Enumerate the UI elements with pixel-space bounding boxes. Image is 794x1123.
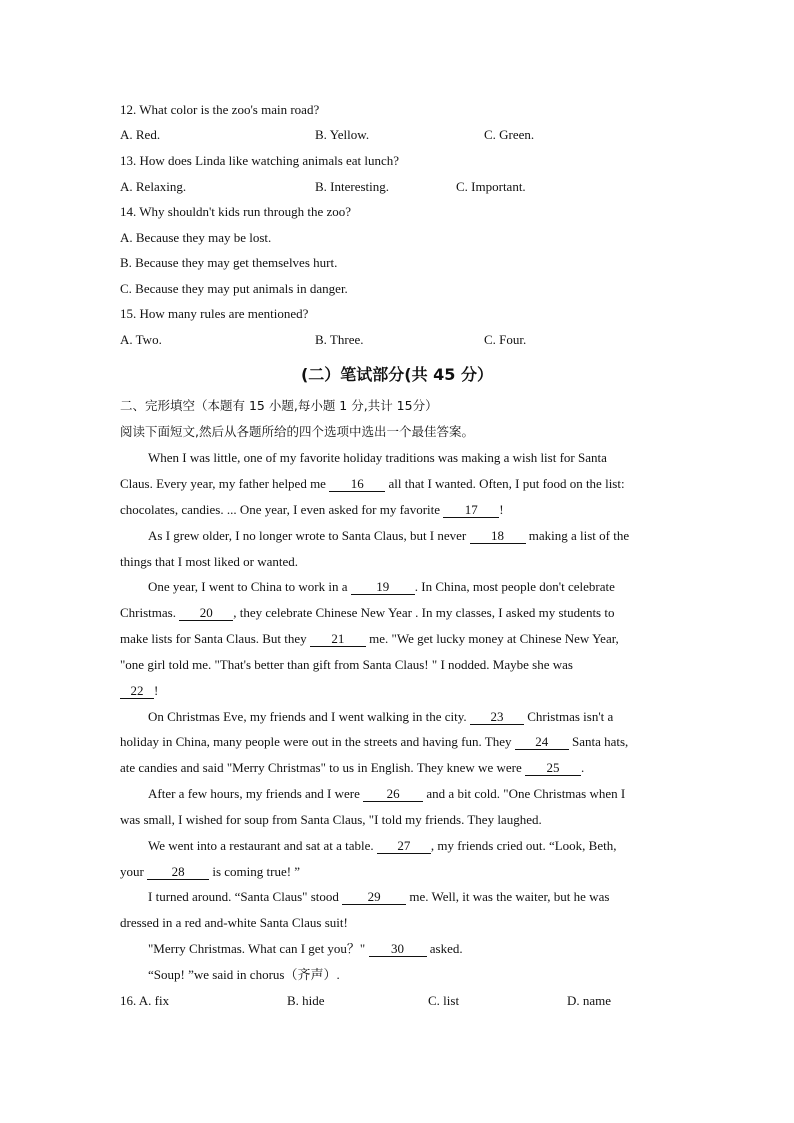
passage-text: asked. — [426, 941, 463, 956]
passage-line — [120, 631, 674, 647]
q16-option-d: D. name — [567, 993, 612, 1008]
q15-option-c: C. Four. — [484, 332, 527, 347]
passage-text: We went into a restaurant and sat at a table. — [148, 838, 377, 853]
passage-text: I turned around. “Santa Claus" stood — [148, 889, 343, 904]
passage-line — [120, 476, 674, 492]
blank-28: 28 — [147, 865, 209, 880]
passage-text: One year, I went to China to work in a — [148, 579, 351, 594]
blank-30: 30 — [369, 942, 427, 957]
passage-text: ate candies and said "Merry Christmas" to us in English. They knew we were — [120, 760, 525, 775]
passage-text: make lists for Santa Claus. But they — [120, 631, 310, 646]
q12-option-c: C. Green. — [484, 127, 535, 142]
passage-line — [148, 709, 674, 725]
passage-text: , my friends cried out. “Look, Beth, — [430, 838, 617, 853]
q15-option-a: A. Two. — [120, 332, 162, 347]
blank-16: 16 — [329, 477, 385, 492]
passage-text: Christmas. — [120, 605, 180, 620]
passage-line — [148, 786, 674, 802]
blank-18: 18 — [470, 529, 526, 544]
passage-line — [148, 889, 674, 905]
passage-line — [120, 734, 674, 750]
passage-text: On Christmas Eve, my friends and I went walking in the city. — [148, 709, 470, 724]
blank-21: 21 — [310, 632, 366, 647]
passage-text: , they celebrate Chinese New Year . In my classes, I asked my students to — [233, 605, 615, 620]
passage-line: dressed in a red and-white Santa Claus suit! — [120, 915, 348, 930]
passage-text: Santa hats, — [568, 734, 629, 749]
question-14: 14. Why shouldn't kids run through the zoo? — [120, 204, 352, 219]
passage-line — [120, 864, 674, 880]
q13-option-b: B. Interesting. — [315, 179, 390, 194]
question-15: 15. How many rules are mentioned? — [120, 306, 309, 321]
passage-text: . In China, most people don't celebrate — [414, 579, 615, 594]
blank-22: 22 — [120, 684, 154, 699]
blank-23: 23 — [470, 710, 524, 725]
passage-text: ! — [154, 683, 159, 698]
passage-line — [120, 502, 674, 518]
q12-option-a: A. Red. — [120, 127, 161, 142]
passage-line: "one girl told me. "That's better than gift from Santa Claus! " I nodded. Maybe she was — [120, 657, 573, 672]
passage-line: When I was little, one of my favorite holiday traditions was making a wish list for Santa — [148, 450, 607, 465]
passage-line — [148, 838, 674, 854]
passage-text: is coming true! ” — [209, 864, 301, 879]
q14-option-c: C. Because they may put animals in danger. — [120, 281, 348, 296]
passage-text: ! — [499, 502, 504, 517]
passage-text: After a few hours, my friends and I were — [148, 786, 364, 801]
q14-option-a: A. Because they may be lost. — [120, 230, 272, 245]
passage-text: chocolates, candies. ... One year, I even asked for my favorite — [120, 502, 444, 517]
blank-29: 29 — [342, 890, 406, 905]
passage-line: was small, I wished for soup from Santa Claus, "I told my friends. They laughed. — [120, 812, 542, 827]
passage-text: your — [120, 864, 148, 879]
blank-17: 17 — [443, 503, 499, 518]
blank-20: 20 — [179, 606, 233, 621]
blank-24: 24 — [515, 735, 569, 750]
q13-option-a: A. Relaxing. — [120, 179, 187, 194]
blank-27: 27 — [377, 839, 431, 854]
q16-option-b: B. hide — [287, 993, 325, 1008]
cloze-instruction: 阅读下面短文,然后从各题所给的四个选项中选出一个最佳答案。 — [120, 424, 474, 439]
blank-25: 25 — [525, 761, 581, 776]
question-12: 12. What color is the zoo's main road? — [120, 102, 320, 117]
passage-text: all that I wanted. Often, I put food on the list: — [385, 476, 625, 491]
blank-19: 19 — [351, 580, 415, 595]
passage-text: me. "We get lucky money at Chinese New Year, — [365, 631, 619, 646]
q14-option-b: B. Because they may get themselves hurt. — [120, 255, 338, 270]
passage-text: As I grew older, I no longer wrote to Santa Claus, but I never — [148, 528, 470, 543]
passage-line — [120, 760, 674, 776]
question-13: 13. How does Linda like watching animals eat lunch? — [120, 153, 400, 168]
blank-26: 26 — [363, 787, 423, 802]
passage-line — [120, 683, 674, 699]
passage-text: . — [580, 760, 585, 775]
passage-text: Christmas isn't a — [523, 709, 614, 724]
q13-option-c: C. Important. — [456, 179, 526, 194]
passage-line — [148, 941, 674, 957]
passage-text: Claus. Every year, my father helped me — [120, 476, 330, 491]
q15-option-b: B. Three. — [315, 332, 364, 347]
passage-text: and a bit cold. "One Christmas when I — [423, 786, 626, 801]
q16-option-c: C. list — [428, 993, 460, 1008]
section-title: (二）笔试部分(共 45 分） — [300, 365, 494, 384]
passage-line: “Soup! ”we said in chorus（齐声）. — [148, 967, 340, 982]
passage-line — [148, 579, 674, 595]
cloze-heading: 二、完形填空（本题有 15 小题,每小题 1 分,共计 15分） — [120, 398, 438, 413]
passage-text: making a list of the — [525, 528, 630, 543]
q12-option-b: B. Yellow. — [315, 127, 370, 142]
passage-text: me. Well, it was the waiter, but he was — [406, 889, 610, 904]
q16-option-a: 16. A. fix — [120, 993, 170, 1008]
passage-line — [120, 605, 674, 621]
passage-text: "Merry Christmas. What can I get you？" — [148, 941, 369, 956]
passage-line: things that I most liked or wanted. — [120, 554, 299, 569]
passage-text: holiday in China, many people were out in the streets and having fun. They — [120, 734, 515, 749]
passage-line — [148, 528, 674, 544]
